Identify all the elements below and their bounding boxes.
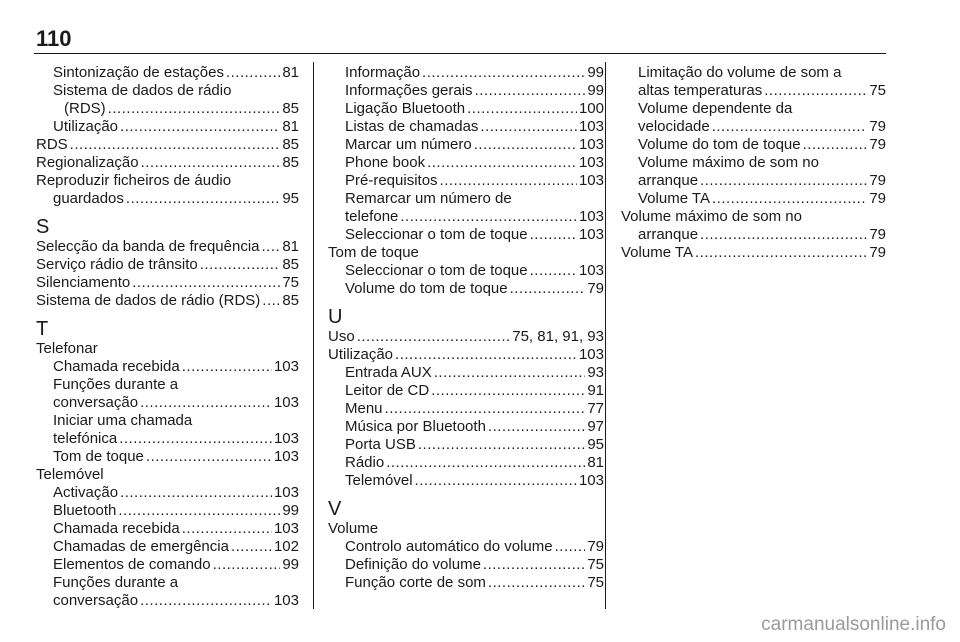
- watermark: carmanualsonline.info: [761, 614, 946, 635]
- index-entry: Seleccionar o tom de toque ..... 103: [328, 226, 604, 244]
- index-entry: Reproduzir ficheiros de áudio: [36, 172, 232, 189]
- header-rule: [34, 53, 886, 54]
- index-entry: Porta USB ..... 95: [328, 436, 604, 454]
- index-entry: Informação ..... 99: [328, 64, 604, 82]
- index-entry: Música por Bluetooth ..... 97: [328, 418, 604, 436]
- index-heading: Telefonar: [36, 340, 98, 357]
- index-entry: Leitor de CD ..... 91: [328, 382, 604, 400]
- index-entry: arranque ..... 79: [621, 226, 886, 244]
- index-heading: Volume máximo de som no: [621, 208, 802, 225]
- index-entry: Telemóvel ..... 103: [328, 472, 604, 490]
- index-entry: Volume máximo de som no: [638, 154, 819, 171]
- index-column-3: [621, 64, 886, 262]
- index-entry: telefone ..... 103: [328, 208, 604, 226]
- index-entry: Elementos de comando ..... 99: [36, 556, 299, 574]
- index-entry: Marcar um número ..... 103: [328, 136, 604, 154]
- index-entry: guardados ..... 95: [36, 190, 299, 208]
- index-entry: arranque ..... 79: [621, 172, 886, 190]
- section-letter: T: [36, 318, 49, 340]
- index-entry: Funções durante a: [53, 574, 179, 591]
- index-entry: RDS ..... 85: [36, 136, 299, 154]
- section-letter: U: [328, 306, 343, 328]
- index-entry: Serviço rádio de trânsito ..... 85: [36, 256, 299, 274]
- index-entry: Pré-requisitos ..... 103: [328, 172, 604, 190]
- index-entry: Rádio ..... 81: [328, 454, 604, 472]
- column-divider-1: [313, 62, 314, 609]
- index-entry: conversação ..... 103: [36, 394, 299, 412]
- index-heading: Tom de toque: [328, 244, 419, 261]
- index-entry: (RDS) ..... 85: [36, 100, 299, 118]
- index-entry: Entrada AUX ..... 93: [328, 364, 604, 382]
- index-entry: Tom de toque ..... 103: [36, 448, 299, 466]
- index-entry: Bluetooth ..... 99: [36, 502, 299, 520]
- index-entry: Volume dependente da: [638, 100, 793, 117]
- index-entry: Chamada recebida ..... 103: [36, 358, 299, 376]
- index-entry: Uso ..... 75, 81, 91, 93: [328, 328, 604, 346]
- index-heading: Telemóvel: [36, 466, 104, 483]
- index-entry: Volume do tom de toque ..... 79: [621, 136, 886, 154]
- index-column-2: [328, 64, 604, 592]
- index-entry: Chamadas de emergência ..... 102: [36, 538, 299, 556]
- index-entry: Silenciamento ..... 75: [36, 274, 299, 292]
- index-entry: Selecção da banda de frequência ..... 81: [36, 238, 299, 256]
- index-entry: Menu ..... 77: [328, 400, 604, 418]
- index-entry: Definição do volume ..... 75: [328, 556, 604, 574]
- index-entry: telefónica ..... 103: [36, 430, 299, 448]
- page-number: 110: [36, 26, 72, 51]
- index-entry: Informações gerais ..... 99: [328, 82, 604, 100]
- index-entry: conversação ..... 103: [36, 592, 299, 610]
- index-entry: Volume TA ..... 79: [621, 190, 886, 208]
- index-entry: Limitação do volume de som a: [638, 64, 842, 81]
- index-entry: Iniciar uma chamada: [53, 412, 193, 429]
- index-entry: Ligação Bluetooth ..... 100: [328, 100, 604, 118]
- index-entry: Listas de chamadas ..... 103: [328, 118, 604, 136]
- column-divider-2: [605, 62, 606, 609]
- index-entry: altas temperaturas ..... 75: [621, 82, 886, 100]
- index-entry: Utilização ..... 81: [36, 118, 299, 136]
- index-entry: Sistema de dados de rádio: [53, 82, 232, 99]
- section-letter: S: [36, 216, 50, 238]
- index-entry: Funções durante a: [53, 376, 179, 393]
- index-entry: Phone book ..... 103: [328, 154, 604, 172]
- index-entry: Utilização ..... 103: [328, 346, 604, 364]
- index-heading: Volume: [328, 520, 379, 537]
- index-entry: velocidade ..... 79: [621, 118, 886, 136]
- index-entry: Remarcar um número de: [345, 190, 512, 207]
- section-letter: V: [328, 498, 342, 520]
- index-entry: Regionalização ..... 85: [36, 154, 299, 172]
- index-entry: Seleccionar o tom de toque ..... 103: [328, 262, 604, 280]
- index-entry: Função corte de som ..... 75: [328, 574, 604, 592]
- index-entry: Activação ..... 103: [36, 484, 299, 502]
- index-entry: Sistema de dados de rádio (RDS) ..... 85: [36, 292, 299, 310]
- index-entry: Chamada recebida ..... 103: [36, 520, 299, 538]
- index-column-1: [36, 64, 299, 610]
- index-entry: Sintonização de estações ..... 81: [36, 64, 299, 82]
- index-entry: Volume do tom de toque ..... 79: [328, 280, 604, 298]
- index-entry: Controlo automático do volume ..... 79: [328, 538, 604, 556]
- index-entry: Volume TA ..... 79: [621, 244, 886, 262]
